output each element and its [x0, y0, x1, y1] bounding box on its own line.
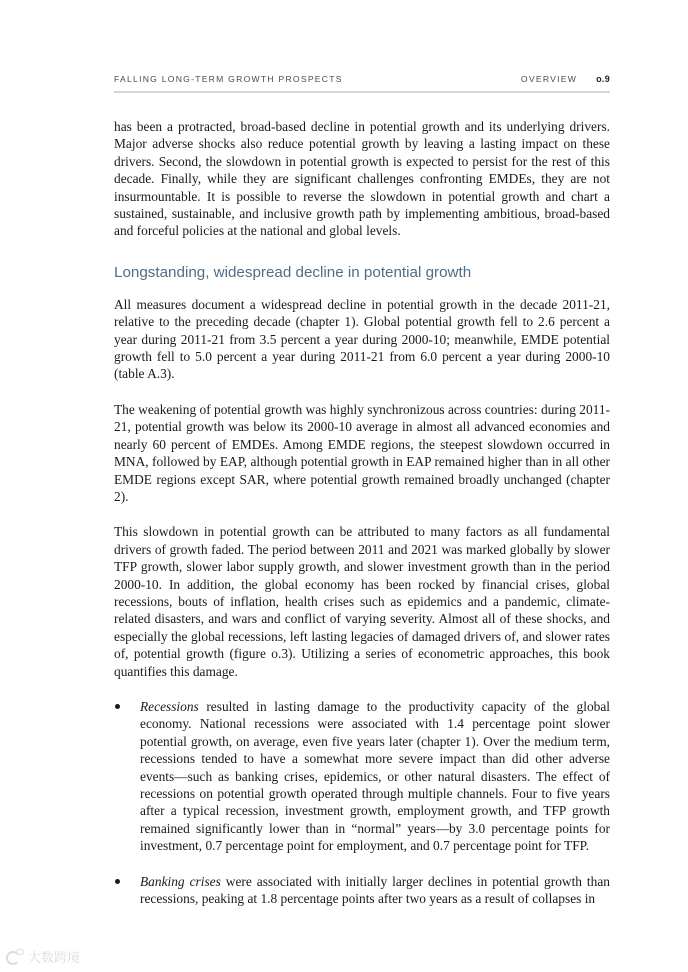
- bullet-body: resulted in lasting damage to the productivity capacity of the global economy. National recessions were associated with 1.4 percentage point slower potential growth, on average, even five years later (chapter 1). Over the medium term, recessions tended to have a somewhat more severe impact than did other adverse events—such as banking crises, epidemics, or other natural disasters. The effect of recessions on potential growth operated through multiple channels. Four to five years after a typical recession, investment growth, employment growth, and TFP growth remained significantly lower than in “normal” years—by 3.0 percentage points for investment, 0.7 percentage point for employment, and 0.7 percentage point for TFP.: [140, 698, 610, 854]
- intro-paragraph: has been a protracted, broad-based decline in potential growth and its underlying drivers. Major adverse shocks also reduce potential growth by leaving a lasting impact on these drivers. Second, the slowdown in potential growth is expected to persist for the rest of this decade. Finally, while they are significant challenges confronting EMDEs, they are not insurmountable. It is possible to reverse the slowdown in potential growth and chart a sustained, sustainable, and inclusive growth path by implementing ambitious, broad-based and forceful policies at the national and global levels.: [114, 119, 610, 239]
- bullet-term: Banking crises: [140, 873, 221, 889]
- section-label: OVERVIEW: [520, 74, 578, 84]
- bullet-item-recessions: [114, 698, 610, 855]
- watermark-logo-icon: [6, 949, 24, 963]
- watermark: [6, 946, 80, 966]
- page-number: o.9: [596, 74, 610, 84]
- bullet-icon: [115, 879, 120, 884]
- bullet-body: were associated with initially larger declines in potential growth than recessions, peaking at 1.8 percentage points after two years as a result of collapses in: [140, 873, 610, 907]
- bullet-text: [140, 698, 610, 855]
- watermark-text: 大数跨境: [28, 950, 81, 966]
- bullet-icon: [115, 704, 120, 709]
- header-divider: [114, 91, 610, 93]
- running-title: FALLING LONG-TERM GROWTH PROSPECTS: [114, 74, 343, 84]
- section-heading: Longstanding, widespread decline in potential growth: [114, 263, 472, 281]
- running-header: [114, 72, 610, 86]
- bullet-list: [114, 698, 610, 907]
- body-paragraph: All measures document a widespread decline in potential growth in the decade 2011-21, relative to the preceding decade (chapter 1). Global potential growth fell to 2.6 percent a year during 2011-21 from 3.5 percent a year during 2000-10; meanwhile, EMDE potential growth fell to 5.0 percent a year during 2011-21 from 6.0 percent a year during 2000-10 (table A.3).: [114, 296, 610, 382]
- body-paragraph: The weakening of potential growth was highly synchronizous across countries: during 2011-21, potential growth was below its 2000-10 average in almost all advanced economies and nearly 60 percent of EMDEs. Among EMDE regions, the steepest slowdown occurred in MNA, followed by EAP, although potential growth in EAP remained higher than in all other EMDE regions except SAR, where potential growth remained broadly unchanged (chapter 2).: [114, 401, 610, 504]
- body-paragraph: This slowdown in potential growth can be attributed to many factors as all fundamental drivers of growth faded. The period between 2011 and 2021 was marked globally by slower TFP growth, slower labor supply growth, and slower investment growth than in the period 2000-10. In addition, the global economy has been rocked by financial crises, global recessions, bouts of inflation, health crises such as epidemics and a pandemic, climate-related disasters, and wars and conflict of varying severity. Almost all of these shocks, and especially the global recessions, left lasting legacies of damaged drivers of, and slower rates of, potential growth (figure o.3). Utilizing a series of econometric approaches, this book quantifies this damage.: [114, 524, 610, 679]
- bullet-term: Recessions: [140, 698, 199, 714]
- bullet-text: [140, 873, 610, 908]
- page-body: [114, 118, 610, 907]
- bullet-item-banking-crises: [114, 873, 610, 908]
